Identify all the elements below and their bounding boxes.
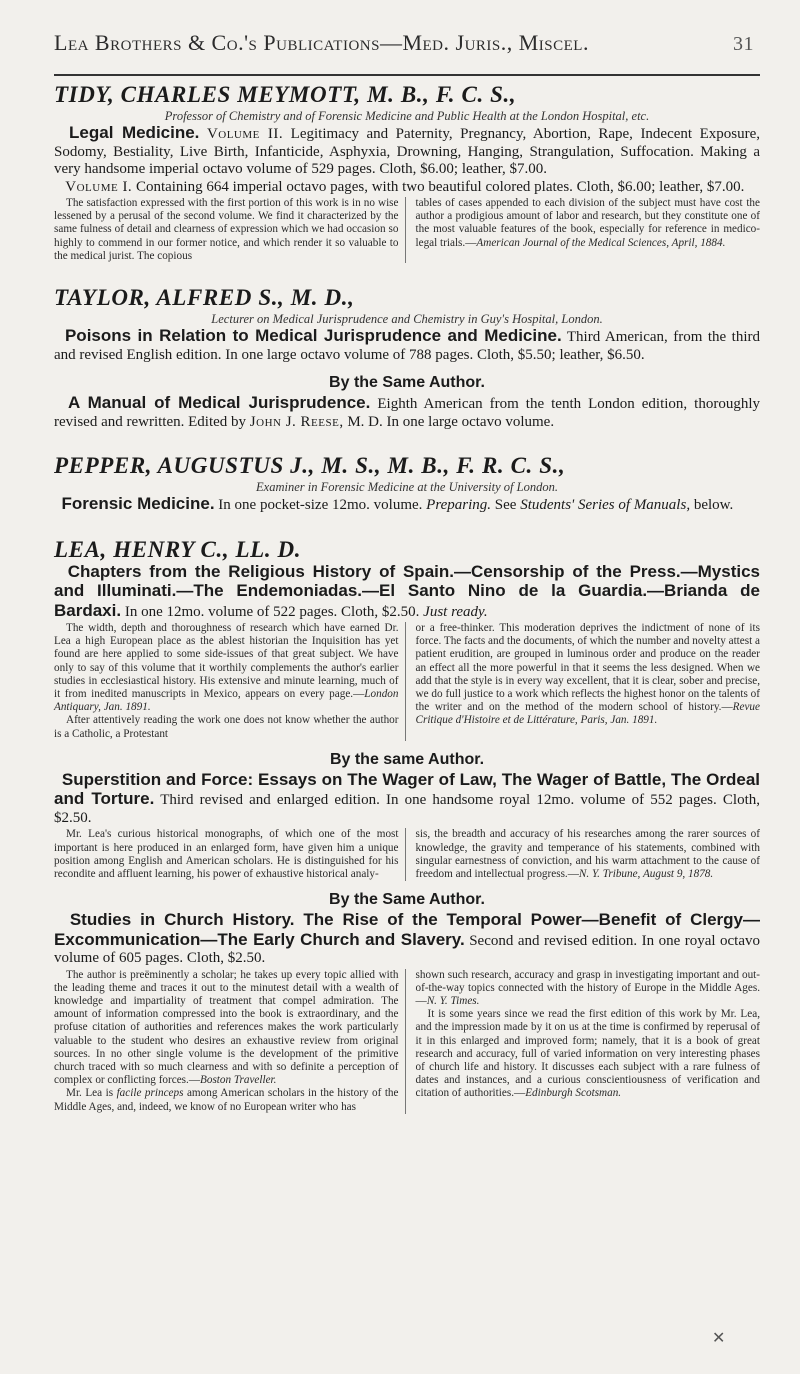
review-block: [54, 197, 760, 263]
author-affiliation-pepper: Examiner in Forensic Medicine at the University of London.: [256, 480, 558, 495]
book-entry-studies-church-history: [54, 911, 760, 968]
book-description: In one 12mo. volume of 522 pages. Cloth, $2.50.: [124, 603, 420, 620]
book-entry-legal-medicine: [54, 124, 760, 179]
review-column-left: [54, 622, 406, 741]
review-block: [54, 828, 760, 881]
book-title: Poisons in Relation to Medical Jurisprudence and Medicine.: [64, 326, 562, 346]
review-column-right: [416, 622, 761, 741]
byline-same-author: By the same Author.: [329, 750, 485, 768]
pencil-mark-icon: ✕: [712, 1328, 726, 1347]
book-title: Forensic Medicine.: [61, 494, 215, 514]
book-entry-poisons: [54, 327, 760, 364]
book-entry-superstition-and-force: [54, 771, 760, 828]
book-entry-religious-history-spain: [54, 563, 760, 622]
byline-same-author: By the Same Author.: [329, 374, 485, 392]
review-text: The author is preëminently a scholar; he takes up every topic allied with the leading theme and traces it out to the minutest detail with a wealth of knowledge and impartiality of treatment that compel admiration. The amount of information compressed into the book is extraordinary, and the profuse citation of authorities and references makes the work particularly valuable to the student who desires an exhaustive review from original sources. In no other single volume is the development of the primitive church traced with so much clearness and with so definite a perception of complex or conflicting forces.—Boston Traveller.: [54, 968, 399, 1087]
author-heading-taylor: TAYLOR, ALFRED S., M. D.,: [54, 285, 355, 311]
author-affiliation-tidy: Professor of Chemistry and of Forensic Medicine and Public Health at the London Hospital, etc.: [164, 109, 650, 123]
book-title: Studies in Church History. The Rise of the Temporal Power—Benefit of Clergy—Excommunication—The Early Church and Slavery.: [54, 910, 761, 949]
editor-name: John J. Reese,: [249, 413, 344, 430]
review-column-right: [416, 197, 761, 263]
author-affiliation-taylor: Lecturer on Medical Jurisprudence and Chemistry in Guy's Hospital, London.: [211, 312, 603, 327]
review-text: It is some years since we read the first edition of this work by Mr. Lea, and the impression made by it on us at the time is confirmed by reperusal of it in this enlarged and improved form; namely, that it is a book of great research and accuracy, full of varied information on very interesting phases of church life and history. It discusses each subject with a rare fulness of dates and instances, and a curious conscientiousness of verification and citation of authorities.—Edinburgh Scotsman.: [415, 1008, 760, 1100]
review-text: After attentively reading the work one does not know whether the author is a Catholic, a Protestant: [54, 714, 399, 740]
book-entry-manual-jurisprudence: [54, 394, 760, 431]
book-description: Second and revised edition. In one royal octavo volume of 605 pages. Cloth, $2.50.: [54, 932, 761, 967]
book-title: Superstition and Force: Essays on The Wager of Law, The Wager of Battle, The Ordeal and Torture.: [54, 769, 761, 809]
review-column-right: [416, 828, 761, 881]
author-heading-tidy: TIDY, CHARLES MEYMOTT, M. B., F. C. S.,: [54, 82, 517, 107]
review-block: [54, 969, 760, 1114]
review-column-left: [54, 828, 406, 881]
book-title: Chapters from the Religious History of Spain.—Censorship of the Press.—Mystics and Illuminati.—The Endemoniadas.—El Santo Nino de la Guardia.—Brianda de Bardaxi.: [54, 561, 760, 620]
byline-same-author: By the Same Author.: [329, 891, 485, 909]
book-description: Containing 664 imperial octavo pages, with two beautiful colored plates. Cloth, $6.00; leather, $7.00.: [135, 178, 745, 195]
review-text: shown such research, accuracy and grasp in investigating important and out-of-the-way topics connected with the history of Europe in the Middle Ages.—N. Y. Times.: [415, 968, 760, 1008]
book-description: Third American, from the third and revised English edition. In one large octavo volume of 788 pages. Cloth, $5.50; leather, $6.50.: [54, 329, 761, 363]
review-text: The width, depth and thoroughness of research which have earned Dr. Lea a high European place as the ablest historian the Inquisition has yet found are here applied to some side-issues of that great subject. We have only to say of this volume that it worthily complements the author's earlier studies in ecclesiastical history. His extensive and minute learning, much of it from inedited manuscripts in Mexico, appears on every page.—London Antiquary, Jan. 1891.: [54, 622, 399, 714]
review-block: [54, 622, 760, 741]
review-text: tables of cases appended to each division of the subject must have cost the author a prodigious amount of labor and research, but they constitute one of the most valuable features of the book, especially for reference in medico-legal trials.—American Journal of the Medical Sciences, April, 1884.: [415, 197, 760, 249]
book-description: Third revised and enlarged edition. In one handsome royal 12mo. volume of 552 pages. Cloth, $2.50.: [54, 792, 760, 826]
author-heading-lea: LEA, HENRY C., LL. D.: [54, 536, 302, 562]
author-heading-pepper: PEPPER, AUGUSTUS J., M. S., M. B., F. R. C. S.,: [54, 453, 566, 479]
book-description: Legitimacy and Paternity, Pregnancy, Abortion, Rape, Indecent Exposure, Sodomy, Bestiality, Live Birth, Infanticide, Asphyxia, Drowning, Hanging, Strangulation, Suffocation. Making a very handsome imperial octavo volume of 529 pages. Cloth, $6.00; leather, $7.00.: [54, 126, 760, 177]
book-description: In one pocket-size 12mo. volume.: [218, 497, 423, 514]
publication-status: Preparing.: [426, 497, 492, 514]
book-entry-volume-one: [54, 179, 760, 197]
series-link[interactable]: Students' Series of Manuals,: [520, 497, 691, 514]
running-head: [54, 30, 760, 70]
review-column-right: [416, 969, 761, 1114]
review-text: sis, the breadth and accuracy of his researches among the rarer sources of knowledge, the gravity and temperance of his statements, combined with singular earnestness of conviction, and his warm attachment to the cause of freedom and intellectual progress.—N. Y. Tribune, August 9, 1878.: [415, 828, 760, 880]
book-description: M. D. In one large octavo volume.: [347, 413, 555, 430]
review-text: Mr. Lea's curious historical monographs, of which one of the most important is here produced in an enlarged form, have given him a unique position among English and American scholars. He is distinguished for his recondite and affluent learning, his power of exhaustive historical analy-: [54, 828, 399, 880]
review-column-left: [54, 197, 406, 263]
book-title: Legal Medicine.: [69, 123, 200, 142]
review-text: Mr. Lea is facile princeps among American scholars in the history of the Middle Ages, and, indeed, we know of no European writer who has: [54, 1087, 399, 1113]
running-head-title: Lea Brothers & Co.'s Publications—Med. Juris., Miscel.: [54, 30, 589, 55]
book-title: A Manual of Medical Jurisprudence.: [68, 393, 371, 413]
review-column-left: [54, 969, 406, 1114]
page-number: 31: [733, 33, 754, 55]
publication-status: Just ready.: [423, 603, 488, 620]
volume-label: Volume I.: [65, 178, 133, 195]
review-text: The satisfaction expressed with the first portion of this work is in no wise lessened by a perusal of the second volume. We find it characterized by the same fulness of detail and clearness of expression which we had occasion so highly to commend in our former notice, and which render it so valuable to the medical jurist. The copious: [54, 197, 399, 262]
volume-label: Volume II.: [206, 126, 284, 142]
header-rule: [54, 74, 760, 76]
book-entry-forensic-medicine: Forensic Medicine. In one pocket-size 12mo. volume. Preparing. See Students' Series of Manuals, below.: [61, 494, 734, 514]
review-text: or a free-thinker. This moderation deprives the indictment of none of its force. The facts and the documents, of which the number and novelty attest a patient erudition, are grouped in luminous order and produce on the reader an effect all the more powerful in that it seems the less designed. When we add that the style is in every way excellent, that it is clear, sober and precise, we do full justice to a work which reflects the highest honor on the talents of the writer and on the method of the modern school of history.—Revue Critique d'Histoire et de Littérature, Paris, Jan. 1891.: [415, 622, 760, 727]
book-description: Eighth American from the tenth London edition, thoroughly revised and rewritten. Edited by: [54, 396, 761, 430]
